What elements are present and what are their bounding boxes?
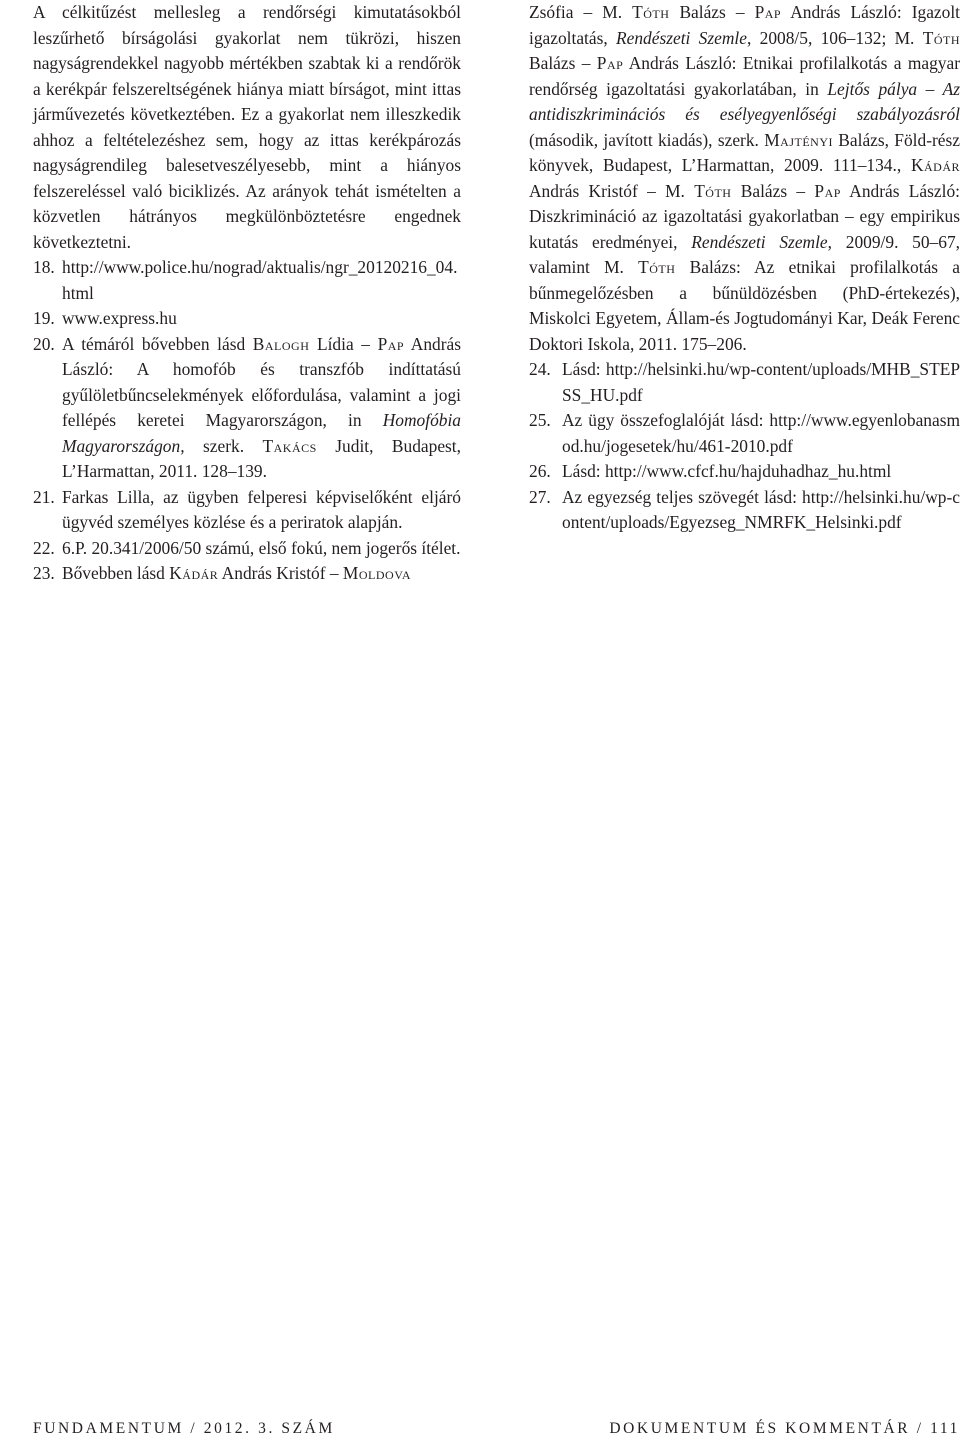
footnote-number: 27. xyxy=(529,486,551,507)
footnote-number: 20. xyxy=(33,333,55,354)
footnote-25 xyxy=(529,408,960,459)
footnote-number: 21. xyxy=(33,486,55,507)
footnote-21 xyxy=(33,485,461,536)
footnote-link[interactable]: Az egyezség teljes szövegét lásd: http://helsinki.hu/wp-content/uploads/Egyezseg_NMRFK_Helsinki.pdf xyxy=(562,486,960,532)
footnote-number: 19. xyxy=(33,308,55,328)
author-name: Takács xyxy=(262,435,317,456)
author-name: Tóth xyxy=(638,257,676,277)
author-name: Pap xyxy=(814,180,841,201)
author-name: Tóth xyxy=(632,2,670,22)
author-name: Moldova xyxy=(342,563,411,583)
footnote-text: szerk. xyxy=(184,435,263,456)
author-name: Balogh xyxy=(252,333,310,354)
journal-title: Rendészeti Szemle xyxy=(691,231,828,252)
footnote-link[interactable]: www.express.hu xyxy=(62,308,177,328)
footnote-link[interactable]: Az ügy összefoglalóját lásd: http://www.egyenlobanasmod.hu/jogesetek/hu/461-2010.pdf xyxy=(562,410,960,456)
footnote-text: Balázs – xyxy=(529,53,597,73)
book-title: Lejtős pálya – Az antidiszkriminációs és esélyegyenlőségi szabályozásról xyxy=(529,78,960,124)
footnote-text: Balázs – xyxy=(731,180,815,201)
footnote-20 xyxy=(33,332,461,485)
footnote-text: Farkas Lilla, az ügyben felperesi képviselőként eljáró ügyvéd személyes közlése és a periratok alapján. xyxy=(62,486,461,532)
footnote-text: András László: A homofób és transzfób indíttatású gyűlöletbűncselekmények előfordulása, valamint a jogi fellépés keretei Magyarországon, in xyxy=(62,333,461,430)
footnote-text: Bővebben lásd xyxy=(62,563,170,583)
footnote-link[interactable]: Lásd: http://helsinki.hu/wp-content/uploads/MHB_STEPSS_HU.pdf xyxy=(562,359,960,405)
author-name: Pap xyxy=(596,53,624,73)
footnote-text: Balázs, Föld-rész könyvek, Budapest, L’Harmattan, 2009. 111–134., xyxy=(529,129,960,175)
right-column xyxy=(529,0,960,536)
footnote-text: , 2008/5, 106–132; M. xyxy=(746,27,923,48)
footer-journal: FUNDAMENTUM / 2012. 3. SZÁM xyxy=(33,1420,335,1437)
footnote-text: Judit, Budapest, L’Harmattan, 2011. 128–139. xyxy=(62,435,461,481)
author-name: Kádár xyxy=(910,155,960,175)
footnote-text: (második, javított kiadás), szerk. xyxy=(529,129,765,150)
footnote-text: Balázs: Az etnikai profilalkotás a bűnmegelőzésben a bűnüldözésben (PhD-értekezés), Miskolci Egyetem, Állam-és Jogtudományi Kar, Deák Ferenc Doktori Iskola, 2011. 175–206. xyxy=(529,257,960,354)
footnote-text: Lídia – xyxy=(309,333,378,354)
footnote-19 xyxy=(33,306,461,332)
footnote-text: András Kristóf – M. xyxy=(529,180,695,201)
intro-paragraph: A célkitűzést mellesleg a rendőrségi kimutatásokból leszűrhető bírságolási gyakorlat nem tükrözi, hiszen nagyságrendekkel nagyobb mértékben szabtak ki a rendőrök a kerékpár felszereltségének hiánya miatt bírságot, mint ittas járművezetés következtében. Ez a gyakorlat nem illeszkedik ahhoz a feltételezéshez sem, hogy az ittas kerékpározás nagyságrendileg balesetveszélyesebb, mint a hiányos felszereléssel való biciklizés. Az arányok tehát ismételten a közvetlen hátrányos megkülönböztetésre engednek következtetni. xyxy=(33,2,461,252)
footnote-text: András László: Diszkrimináció az igazoltatási gyakorlatban – egy empirikus kutatás eredményei, xyxy=(529,180,960,252)
footnote-number: 25. xyxy=(529,410,551,430)
footnote-text: , 2009/9. 50–67, valamint M. xyxy=(529,231,960,277)
footnote-22 xyxy=(33,536,461,562)
footnote-text: Zsófia – M. xyxy=(529,2,633,22)
footnote-text: András Kristóf – xyxy=(218,563,343,583)
author-name: Tóth xyxy=(922,27,960,48)
footnote-number: 22. xyxy=(33,537,55,558)
author-name: Pap xyxy=(754,2,782,22)
left-column xyxy=(33,0,461,587)
journal-title: Rendészeti Szemle xyxy=(616,27,747,48)
footnote-link[interactable]: http://www.police.hu/nograd/aktualis/ngr_20120216_04.html xyxy=(62,257,458,303)
footnote-23-continued xyxy=(529,0,960,357)
footer-section-page: DOKUMENTUM ÉS KOMMENTÁR / 111 xyxy=(609,1420,960,1437)
footnote-text: András László: Etnikai profilalkotás a magyar rendőrség igazoltatási gyakorlatában, in xyxy=(529,53,960,99)
footnote-number: 24. xyxy=(529,359,551,379)
footnote-number: 18. xyxy=(33,257,55,277)
author-name: Majtényi xyxy=(764,129,833,150)
footnote-number: 23. xyxy=(33,563,55,583)
footnote-link[interactable]: Lásd: http://www.cfcf.hu/hajduhadhaz_hu.html xyxy=(562,461,892,481)
footnote-text: Balázs – xyxy=(669,2,755,22)
footnote-27 xyxy=(529,485,960,536)
footnote-text: 6.P. 20.341/2006/50 számú, első fokú, nem jogerős ítélet. xyxy=(62,537,461,558)
footnote-23 xyxy=(33,561,461,587)
footnote-24 xyxy=(529,357,960,408)
footnote-text: A témáról bővebben lásd xyxy=(62,333,253,354)
footnote-number: 26. xyxy=(529,461,551,481)
author-name: Tóth xyxy=(694,180,732,201)
footnote-18 xyxy=(33,255,461,306)
footnote-text: András László: Igazolt igazoltatás, xyxy=(529,2,960,48)
author-name: Kádár xyxy=(169,563,219,583)
author-name: Pap xyxy=(377,333,405,354)
footnote-26 xyxy=(529,459,960,485)
book-title: Homofóbia Magyarországon, xyxy=(62,410,461,456)
